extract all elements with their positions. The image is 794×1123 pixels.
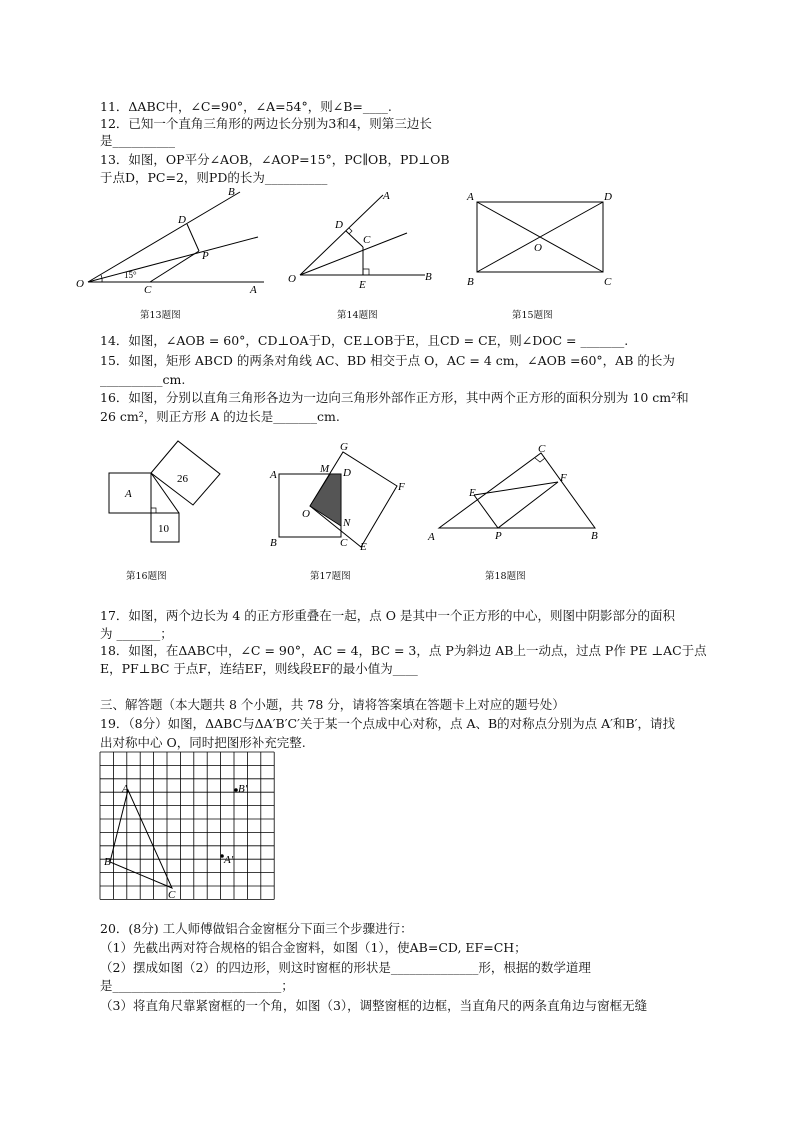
label-C: C	[538, 443, 546, 455]
question-16-line1: 16．如图，分别以直角三角形各边为一边向三角形外部作正方形，其中两个正方形的面积分别为 10 cm²和	[100, 390, 689, 405]
label-A: A	[383, 190, 390, 202]
question-17-line1: 17．如图，两个边长为 4 的正方形重叠在一起，点 O 是其中一个正方形的中心，则图中阴影部分的面积	[100, 608, 676, 623]
label-E: E	[360, 541, 367, 553]
question-20-step1: （1）先截出两对符合规格的铝合金窗料，如图（1），使AB=CD, EF=CH；	[100, 940, 527, 955]
section-3-heading: 三、解答题（本大题共 8 个小题，共 78 分，请将答案填在答题卡上对应的题号处）	[100, 697, 565, 712]
caption-fig13: 第13题图	[140, 310, 181, 321]
label-B: B	[591, 530, 598, 542]
label-B: B	[425, 271, 432, 283]
label-P: P	[495, 530, 502, 542]
label-A: A	[270, 469, 277, 481]
label-10: 10	[158, 523, 169, 535]
question-11: 11．ΔABC中，∠C=90°，∠A=54°，则∠B=____.	[100, 99, 392, 114]
question-18-line1: 18．如图，在ΔABC中，∠C = 90°，AC = 4，BC = 3，点 P为斜边 AB上一动点，过点 P作 PE ⊥AC于点	[100, 643, 707, 658]
label-N: N	[343, 517, 351, 529]
label-E: E	[469, 487, 476, 499]
label-B: B	[467, 276, 474, 288]
question-14: 14．如图，∠AOB = 60°，CD⊥OA于D，CE⊥OB于E，且CD = CE，则∠DOC = _______.	[100, 333, 629, 348]
label-26: 26	[177, 473, 188, 485]
label-B: B	[270, 537, 277, 549]
question-15-line1: 15．如图，矩形 ABCD 的两条对角线 AC、BD 相交于点 O，AC = 4 cm，∠AOB =60°，AB 的长为	[100, 353, 675, 368]
label-P: P	[202, 250, 209, 262]
question-13-line2: 于点D，PC=2，则PD的长为__________	[100, 170, 328, 185]
label-G: G	[340, 441, 348, 453]
caption-fig14: 第14题图	[337, 310, 378, 321]
label-O: O	[302, 508, 310, 520]
label-D: D	[335, 219, 343, 231]
question-20-line1: 20．(8分) 工人师傅做铝合金窗框分下面三个步骤进行：	[100, 921, 413, 936]
label-F: F	[398, 481, 405, 493]
label-C: C	[144, 284, 152, 296]
label-A: A	[122, 783, 129, 795]
figure-14	[285, 185, 445, 295]
figure-17	[262, 440, 412, 555]
label-C: C	[168, 889, 176, 901]
question-12-line2: 是__________	[100, 133, 176, 148]
label-A: A	[428, 531, 435, 543]
label-B: B	[228, 186, 235, 198]
label-E: E	[359, 279, 366, 291]
label-D: D	[178, 214, 186, 226]
question-19-line1: 19．（8分）如图，ΔABC与ΔA′B′C′关于某一个点成中心对称，点 A、B的对称点分别为点 A′和B′，请找	[100, 716, 676, 731]
label-O: O	[76, 278, 84, 290]
figure-13	[72, 185, 272, 295]
label-O: O	[288, 273, 296, 285]
label-C: C	[340, 537, 348, 549]
label-B: B	[104, 856, 111, 868]
question-16-line2: 26 cm²，则正方形 A 的边长是_______cm.	[100, 409, 340, 424]
label-C: C	[604, 276, 612, 288]
label-A: A	[250, 284, 257, 296]
question-19-line2: 出对称中心 O，同时把图形补充完整.	[100, 735, 306, 750]
question-17-line2: 为 _______；	[100, 626, 173, 641]
question-18-line2: E，PF⊥BC 于点F，连结EF，则线段EF的最小值为____	[100, 661, 418, 676]
figure-19-grid	[100, 752, 285, 904]
label-O: O	[534, 242, 542, 254]
question-13-line1: 13．如图，OP平分∠AOB，∠AOP=15°，PC∥OB，PD⊥OB	[100, 152, 450, 167]
label-D: D	[343, 467, 351, 479]
label-B-prime: B′	[238, 783, 248, 795]
question-20-step3: （3）将直角尺靠紧窗框的一个角，如图（3），调整窗框的边框，当直角尺的两条直角边与窗框无缝	[100, 998, 648, 1013]
label-F: F	[560, 472, 567, 484]
figure-18	[425, 440, 610, 545]
caption-fig16: 第16题图	[126, 571, 167, 582]
label-A-prime: A′	[224, 854, 234, 866]
figure-15	[462, 188, 622, 293]
question-20-step2: （2）摆成如图（2）的四边形，则这时窗框的形状是______________形，根据的数学道理	[100, 960, 591, 975]
caption-fig18: 第18题图	[485, 571, 526, 582]
label-M: M	[320, 463, 330, 475]
label-A: A	[467, 191, 474, 203]
figure-16	[105, 440, 230, 550]
label-angle: 15°	[124, 270, 137, 280]
question-15-line2: __________cm.	[100, 372, 186, 387]
question-12-line1: 12．已知一个直角三角形的两边长分别为3和4，则第三边长	[100, 116, 432, 131]
label-D: D	[604, 191, 612, 203]
label-C: C	[363, 234, 371, 246]
label-A: A	[125, 488, 132, 500]
question-20-step2-cont: 是___________________________；	[100, 978, 294, 993]
caption-fig17: 第17题图	[310, 571, 351, 582]
caption-fig15: 第15题图	[512, 310, 553, 321]
